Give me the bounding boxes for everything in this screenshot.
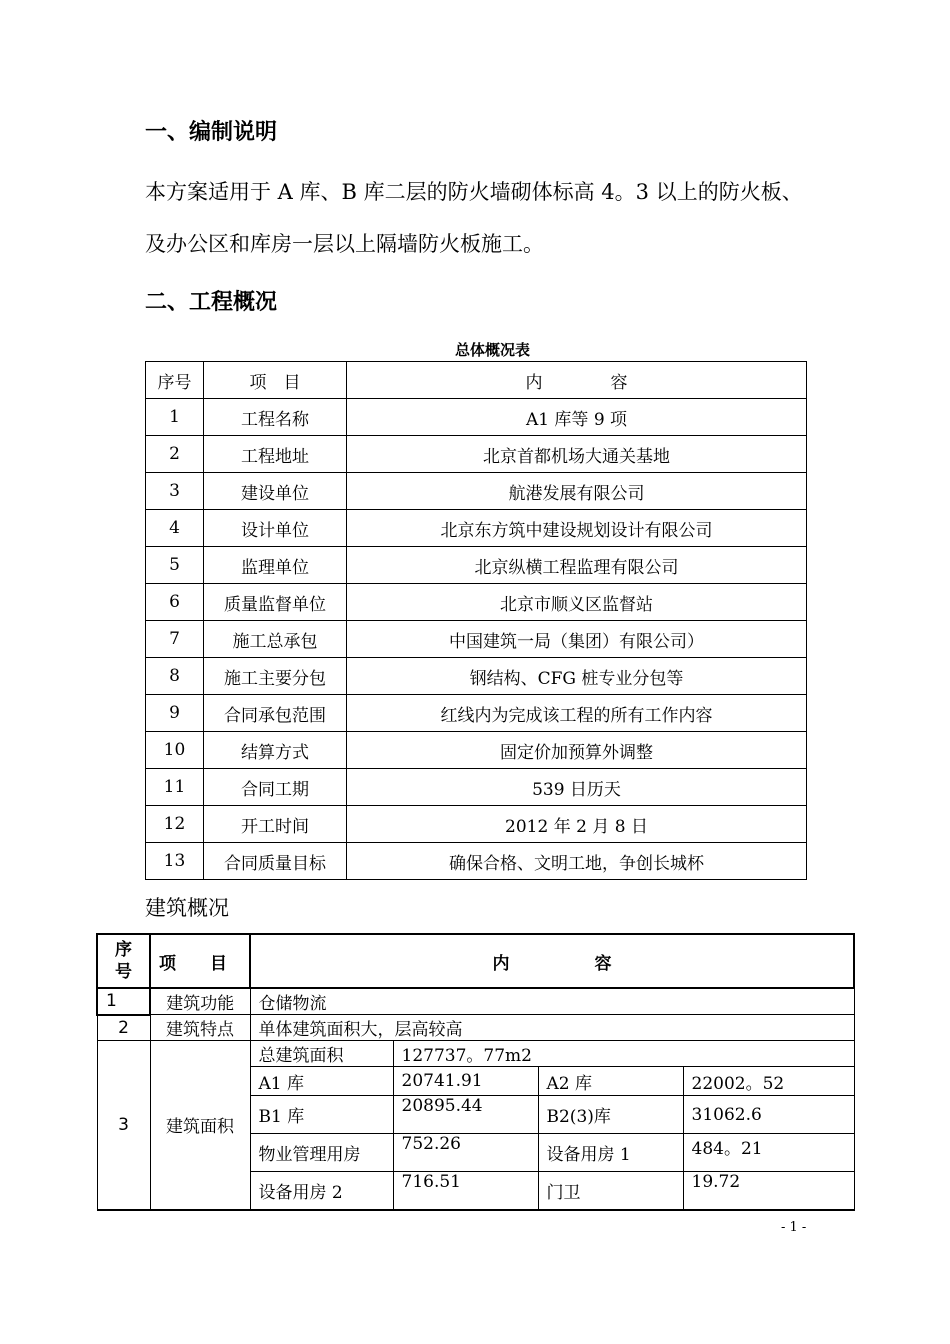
- row-item: 监理单位: [204, 547, 347, 584]
- header-cell-item: 项 目: [150, 934, 250, 988]
- row-content: 北京市顺义区监督站: [347, 584, 807, 621]
- page-number: - 1 -: [781, 1220, 807, 1235]
- row-number: 4: [146, 510, 204, 547]
- area-label: 门卫: [538, 1172, 683, 1210]
- row-content: 539 日历天: [347, 769, 807, 806]
- area-label: 设备用房 2: [250, 1172, 393, 1210]
- table-row: [146, 436, 807, 473]
- row-content: 中国建筑一局（集团）有限公司）: [347, 621, 807, 658]
- row-content: 航港发展有限公司: [347, 473, 807, 510]
- row-number: 6: [146, 584, 204, 621]
- area-value: 20895.44: [393, 1096, 538, 1134]
- row-number: 2: [97, 1015, 150, 1041]
- table-row: [146, 695, 807, 732]
- section-heading-1: 一、编制说明: [145, 120, 278, 145]
- table-row: [146, 399, 807, 436]
- row-item: 建筑功能: [150, 988, 250, 1015]
- row-item: 开工时间: [204, 806, 347, 843]
- row-number: 7: [146, 621, 204, 658]
- header-cell-content: 内 容: [250, 934, 854, 988]
- table-row: [146, 510, 807, 547]
- overview-table: [145, 361, 807, 880]
- row-number: 1: [146, 399, 204, 436]
- row-item: 合同承包范围: [204, 695, 347, 732]
- row-item: 合同工期: [204, 769, 347, 806]
- building-overview-title: 建筑概况: [145, 896, 229, 920]
- row-value: 单体建筑面积大，层高较高: [250, 1015, 854, 1041]
- row-content: 红线内为完成该工程的所有工作内容: [347, 695, 807, 732]
- header-text: 号: [115, 962, 132, 982]
- table-row: [97, 1041, 854, 1067]
- section-heading-2: 二、工程概况: [145, 290, 278, 315]
- row-content: 北京东方筑中建设规划设计有限公司: [347, 510, 807, 547]
- area-value: 716.51: [393, 1172, 538, 1210]
- header-cell: 序号: [146, 362, 204, 399]
- row-content: A1 库等 9 项: [347, 399, 807, 436]
- area-label: 总建筑面积: [250, 1041, 393, 1067]
- row-content: 确保合格、文明工地，争创长城杯: [347, 843, 807, 880]
- row-number: 5: [146, 547, 204, 584]
- header-cell: 内 容: [347, 362, 807, 399]
- row-item: 工程地址: [204, 436, 347, 473]
- row-number: 13: [146, 843, 204, 880]
- row-content: 钢结构、CFG 桩专业分包等: [347, 658, 807, 695]
- table-row: [97, 988, 854, 1015]
- row-item: 合同质量目标: [204, 843, 347, 880]
- row-number: 12: [146, 806, 204, 843]
- area-value: 127737。77m2: [393, 1041, 854, 1067]
- row-number: 9: [146, 695, 204, 732]
- row-number: 3: [97, 1041, 150, 1210]
- area-label: B1 库: [250, 1096, 393, 1134]
- area-label: A2 库: [538, 1067, 683, 1096]
- area-label: B2(3)库: [538, 1096, 683, 1134]
- header-text: 序: [115, 940, 132, 960]
- intro-line-1: 本方案适用于 A 库、B 库二层的防火墙砌体标高 4。3 以上的防火板、: [145, 180, 803, 204]
- table-header-row: [97, 934, 854, 988]
- header-cell: 项 目: [204, 362, 347, 399]
- table-title: 总体概况表: [455, 341, 531, 359]
- row-item: 结算方式: [204, 732, 347, 769]
- row-number: 10: [146, 732, 204, 769]
- row-number: 2: [146, 436, 204, 473]
- table-row: [97, 1015, 854, 1041]
- row-item: 建筑特点: [150, 1015, 250, 1041]
- header-cell-no: [97, 934, 150, 988]
- area-value: 752.26: [393, 1134, 538, 1172]
- row-content: 北京首都机场大通关基地: [347, 436, 807, 473]
- table-row: [146, 621, 807, 658]
- row-number: 3: [146, 473, 204, 510]
- row-item: 设计单位: [204, 510, 347, 547]
- row-content: 2012 年 2 月 8 日: [347, 806, 807, 843]
- table-row: [146, 806, 807, 843]
- table-row: [146, 473, 807, 510]
- intro-line-2: 及办公区和库房一层以上隔墙防火板施工。: [145, 232, 544, 256]
- row-item: 施工主要分包: [204, 658, 347, 695]
- table-row: [146, 732, 807, 769]
- table-row: [146, 658, 807, 695]
- row-item: 建筑面积: [150, 1041, 250, 1210]
- building-table: [96, 933, 855, 1211]
- area-label: 设备用房 1: [538, 1134, 683, 1172]
- row-number: 1: [97, 988, 150, 1015]
- row-item: 质量监督单位: [204, 584, 347, 621]
- row-item: 建设单位: [204, 473, 347, 510]
- area-value: 484。21: [683, 1134, 854, 1172]
- row-content: 固定价加预算外调整: [347, 732, 807, 769]
- area-label: 物业管理用房: [250, 1134, 393, 1172]
- area-value: 22002。52: [683, 1067, 854, 1096]
- row-number: 8: [146, 658, 204, 695]
- row-number: 11: [146, 769, 204, 806]
- table-header-row: [146, 362, 807, 399]
- area-value: 19.72: [683, 1172, 854, 1210]
- row-value: 仓储物流: [250, 988, 854, 1015]
- area-value: 20741.91: [393, 1067, 538, 1096]
- area-label: A1 库: [250, 1067, 393, 1096]
- table-row: [146, 584, 807, 621]
- table-row: [146, 769, 807, 806]
- area-value: 31062.6: [683, 1096, 854, 1134]
- row-content: 北京纵横工程监理有限公司: [347, 547, 807, 584]
- row-item: 工程名称: [204, 399, 347, 436]
- row-item: 施工总承包: [204, 621, 347, 658]
- table-row: [146, 547, 807, 584]
- table-row: [146, 843, 807, 880]
